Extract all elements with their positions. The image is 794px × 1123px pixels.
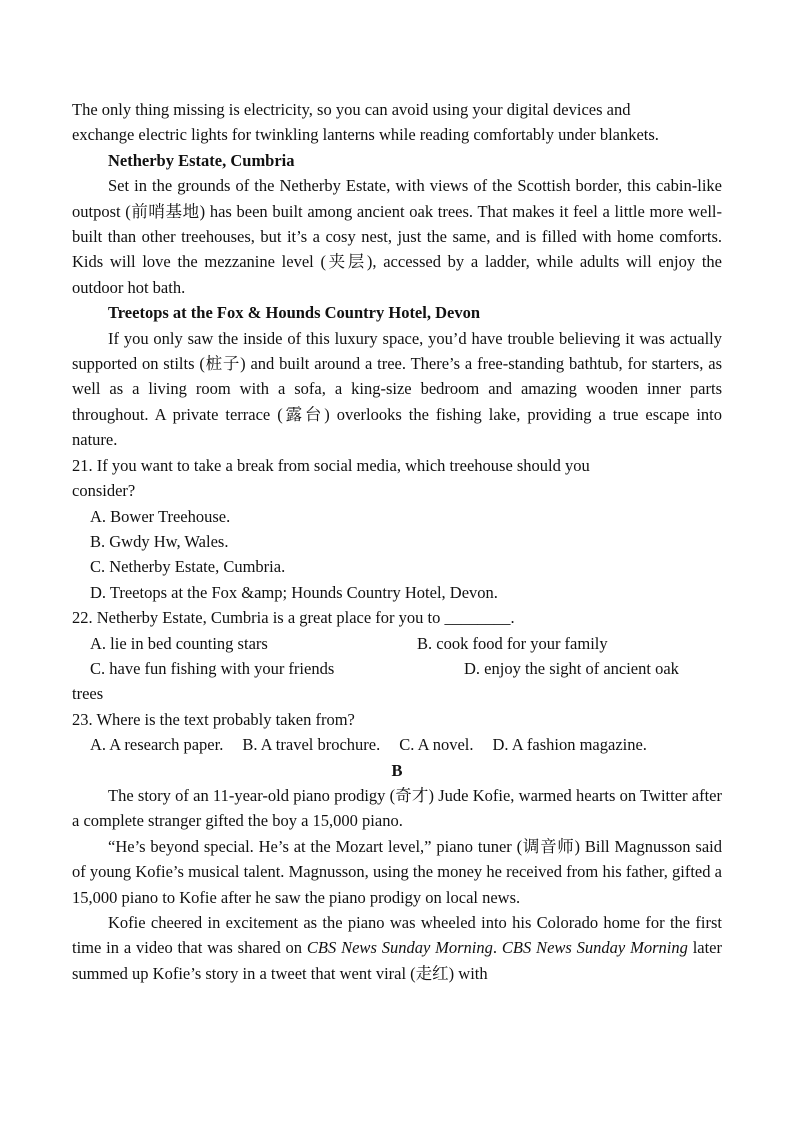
p3-text-1: Kofie cheered in excitement as the piano was wheeled into his Colorado home for the first time in a video that was shared on [72, 912, 722, 958]
section-b-paragraph-2: “He’s beyond special. He’s at the Mozart level,” piano tuner (调音师) Bill Magnusson said of young Kofie’s musical talent. Magnusson, using the money he received from his father, gifted a 15,000 piano to Kofie after he saw the piano prodigy on local news. [72, 836, 722, 907]
q21-stem-line-1: 21. If you want to take a break from social media, which treehouse should you [72, 455, 590, 475]
q23-option-b: B. A travel brochure. [242, 735, 381, 755]
q22-option-d-wrap: trees [72, 684, 104, 704]
q22-options-row-2 [72, 656, 722, 681]
q21-stem-line-2: consider? [72, 481, 136, 501]
p3-source-2: CBS News Sunday Morning [501, 938, 688, 958]
q22-option-a: A. lie in bed counting stars [90, 633, 268, 653]
treetops-paragraph: If you only saw the inside of this luxury space, you’d have trouble believing it was actually supported on stilts (桩子) and built around a tree. There’s a free-standing bathtub, for starters, as well as a living room with a sofa, a king-size bedroom and amazing wooden inner parts throughout. A private terrace (露台) overlooks the fishing lake, providing a true escape into nature. [72, 328, 722, 450]
q21-option-d: D. Treetops at the Fox &amp; Hounds Country Hotel, Devon. [90, 582, 498, 602]
q23-option-c: C. A novel. [399, 735, 474, 755]
q23-stem: 23. Where is the text probably taken from? [72, 709, 355, 729]
section-b-paragraph-3 [72, 910, 722, 986]
p3-text-2: . [492, 938, 502, 958]
q22-options-row-1 [72, 631, 722, 656]
intro-line-2: exchange electric lights for twinkling lanterns while reading comfortably under blankets. [72, 125, 659, 145]
section-b-label: B [391, 760, 403, 780]
p3-source-1: CBS News Sunday Morning [306, 938, 493, 958]
q23-option-d: D. A fashion magazine. [492, 735, 647, 755]
p3-text-3: later summed up Kofie’s story in a tweet that went viral (走红) with [72, 938, 723, 983]
q22-option-d: D. enjoy the sight of ancient oak [464, 658, 679, 678]
treetops-heading: Treetops at the Fox & Hounds Country Hotel, Devon [108, 303, 481, 323]
q22-option-b: B. cook food for your family [417, 633, 608, 653]
q21-option-c: C. Netherby Estate, Cumbria. [90, 557, 286, 577]
netherby-paragraph: Set in the grounds of the Netherby Estate, with views of the Scottish border, this cabin-like outpost (前哨基地) has been built among ancient oak trees. That makes it feel a little more well- built than other treehouses, but it’s a cosy nest, just the same, and is filled with home comforts. Kids will love the mezzanine level (夹层), accessed by a ladder, while adults will enjoy the outdoor hot bath. [72, 176, 722, 297]
q22-stem: 22. Netherby Estate, Cumbria is a great place for you to ________. [72, 608, 515, 628]
section-b-paragraph-1: The story of an 11-year-old piano prodigy (奇才) Jude Kofie, warmed hearts on Twitter after a complete stranger gifted the boy a 15,000 piano. [72, 785, 722, 831]
document-page [72, 97, 722, 986]
q22-option-c: C. have fun fishing with your friends [90, 658, 335, 678]
q21-option-a: A. Bower Treehouse. [90, 506, 231, 526]
q21-option-b: B. Gwdy Hw, Wales. [90, 531, 229, 551]
intro-line-1: The only thing missing is electricity, so you can avoid using your digital devices and [72, 100, 631, 119]
q23-option-a: A. A research paper. [90, 735, 224, 755]
q23-options [72, 732, 722, 757]
netherby-heading: Netherby Estate, Cumbria [108, 150, 295, 170]
